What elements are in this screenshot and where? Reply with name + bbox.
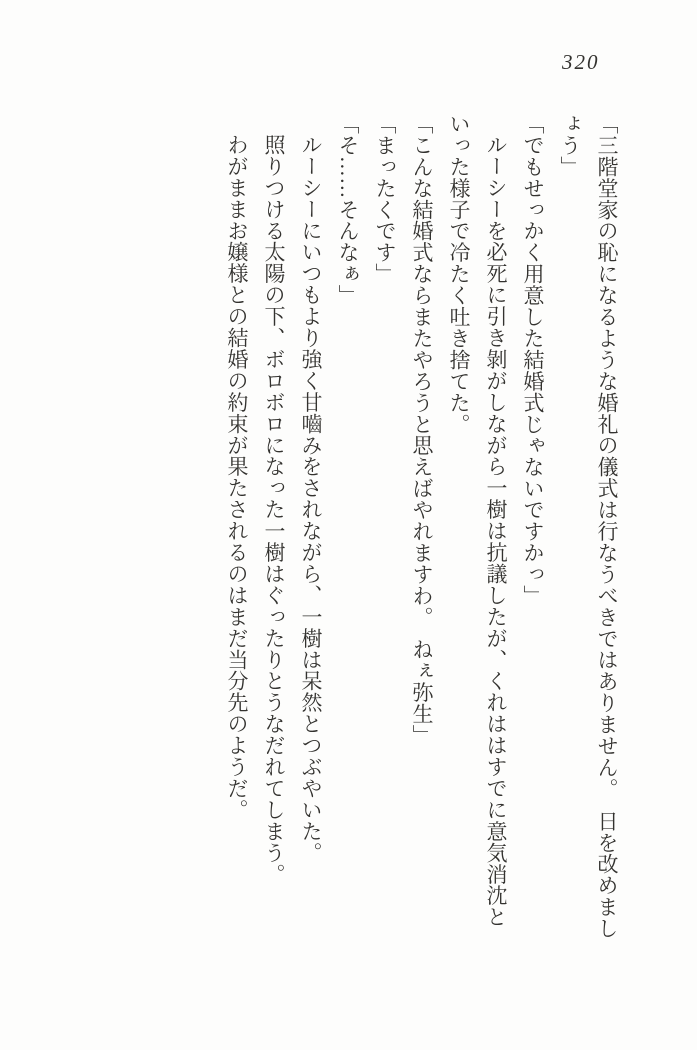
text-line: ょう」 [558, 113, 582, 178]
vertical-text-block [218, 113, 625, 978]
text-line: いった様子で冷たく吐き捨てた。 [447, 113, 471, 435]
text-line: 「そ……そんなぁ」 [336, 113, 360, 307]
text-line: わがままお嬢様との結婚の約束が果たされるのはまだ当分先のようだ。 [225, 134, 249, 821]
text-line: 「三階堂家の恥になるような婚礼の儀式は行なうべきではありません。 日を改めまし [595, 113, 619, 940]
text-line: 「まったくです」 [373, 113, 397, 285]
text-line: ルーシーを必死に引き剝がしながら一樹は抗議したが、くれははすでに意気消沈と [484, 134, 508, 928]
text-line: 「でもせっかく用意した結婚式じゃないですかっ」 [521, 113, 545, 607]
text-line: 照りつける太陽の下、ボロボロになった一樹はぐったりとうなだれてしまう。 [262, 134, 286, 885]
text-line: ルーシーにいつもより強く甘嚙みをされながら、一樹は呆然とつぶやいた。 [299, 134, 323, 864]
page-number: 320 [562, 50, 600, 74]
text-line: 「こんな結婚式ならまたやろうと思えばやれますわ。 ねぇ弥生」 [410, 113, 434, 746]
